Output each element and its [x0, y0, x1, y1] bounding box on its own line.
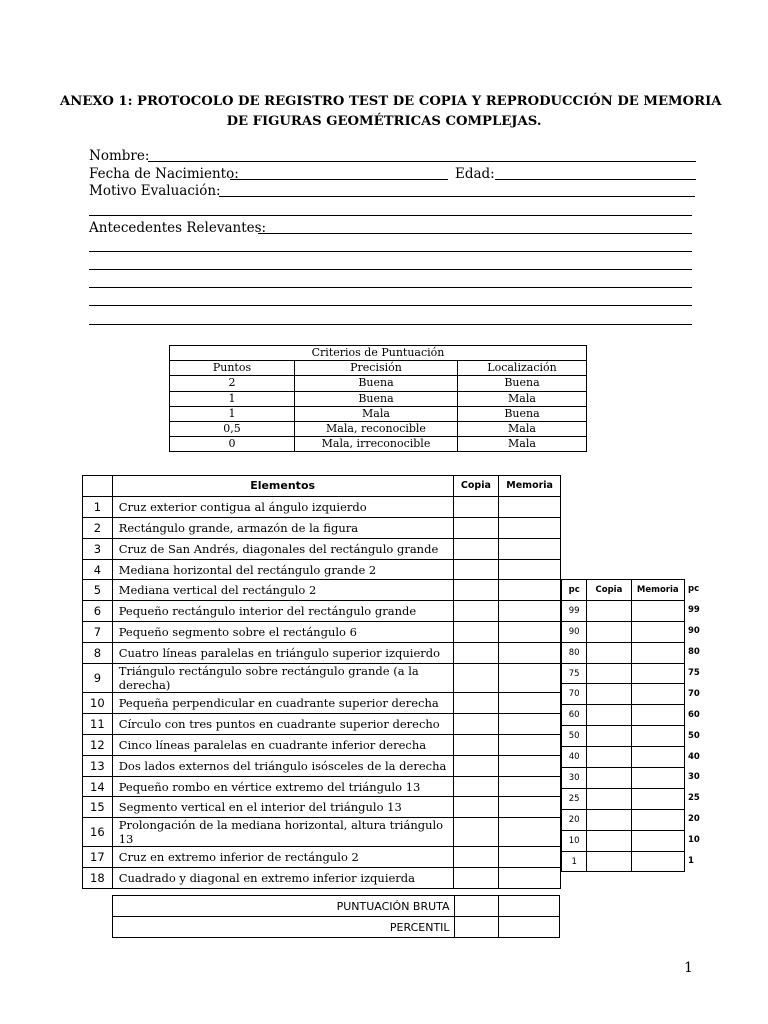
- memoria-score-cell[interactable]: [499, 517, 561, 538]
- percentil-memoria-cell[interactable]: [631, 830, 684, 851]
- elemento-number: 2: [83, 517, 113, 538]
- copia-score-cell[interactable]: [453, 713, 499, 734]
- criterios-cell: Mala: [295, 406, 458, 421]
- percentil-row: [562, 663, 685, 684]
- elemento-row: [83, 622, 561, 643]
- antecedentes-line-3[interactable]: [89, 269, 692, 270]
- elemento-number: 8: [83, 643, 113, 664]
- criterios-header-row: [170, 361, 587, 376]
- memoria-score-cell[interactable]: [499, 559, 561, 580]
- percentil-row: [562, 747, 685, 768]
- elemento-number: 4: [83, 559, 113, 580]
- elemento-number: 18: [83, 868, 113, 889]
- criterios-cell: Mala: [458, 437, 587, 452]
- criterios-cell: Buena: [295, 391, 458, 406]
- antecedentes-line-2[interactable]: [89, 251, 692, 252]
- elemento-description: Dos lados externos del triángulo isósceles de la derecha: [112, 755, 453, 776]
- page-number: 1: [684, 960, 693, 976]
- percentil-row: [562, 788, 685, 809]
- copia-score-cell[interactable]: [453, 818, 499, 847]
- elemento-row: [83, 643, 561, 664]
- elementos-header-copia: Copia: [453, 476, 499, 497]
- copia-score-cell[interactable]: [453, 580, 499, 601]
- elemento-number: 11: [83, 713, 113, 734]
- elementos-table: [82, 475, 561, 889]
- percentil-memoria-cell[interactable]: [631, 747, 684, 768]
- percentil-value: 80: [562, 642, 587, 663]
- memoria-score-cell[interactable]: [499, 580, 561, 601]
- copia-score-cell[interactable]: [453, 643, 499, 664]
- criterios-header-precision: Precisión: [295, 361, 458, 376]
- criterios-cell: Mala, reconocible: [295, 421, 458, 436]
- percentil-value: 1: [562, 851, 587, 872]
- percentil-header-row: [562, 580, 685, 601]
- criterios-cell: Buena: [458, 406, 587, 421]
- memoria-score-cell[interactable]: [499, 538, 561, 559]
- percentil-value: 40: [562, 747, 587, 768]
- elemento-description: Rectángulo grande, armazón de la figura: [112, 517, 453, 538]
- elementos-header-label: Elementos: [112, 476, 453, 497]
- percentil-memoria-cell[interactable]: [631, 809, 684, 830]
- copia-score-cell[interactable]: [453, 755, 499, 776]
- memoria-score-cell[interactable]: [499, 496, 561, 517]
- memoria-score-cell[interactable]: [499, 797, 561, 818]
- percentil-row: [562, 830, 685, 851]
- percentil-value: 30: [562, 768, 587, 789]
- criterios-table: [169, 345, 587, 452]
- percentil-copia-cell[interactable]: [587, 851, 631, 872]
- title-line-1: ANEXO 1: PROTOCOLO DE REGISTRO TEST DE COPIA Y REPRODUCCIÓN DE MEMORIA: [60, 94, 722, 109]
- puntuacion-bruta-row: [113, 896, 560, 917]
- percentil-memoria-cell[interactable]: [631, 726, 684, 747]
- criterios-cell: 0,5: [170, 421, 295, 436]
- antecedentes-field[interactable]: [258, 233, 692, 234]
- percentil-value: 75: [562, 663, 587, 684]
- criterios-title: Criterios de Puntuación: [170, 346, 587, 361]
- elemento-row: [83, 517, 561, 538]
- elementos-header-num: [83, 476, 113, 497]
- percentil-value: 60: [562, 705, 587, 726]
- memoria-score-cell[interactable]: [499, 868, 561, 889]
- percentil-row: [562, 621, 685, 642]
- elementos-header-row: [83, 476, 561, 497]
- percentil-copia-cell[interactable]: [587, 809, 631, 830]
- copia-score-cell[interactable]: [453, 776, 499, 797]
- memoria-score-cell[interactable]: [499, 622, 561, 643]
- totals-table: [112, 895, 560, 938]
- memoria-score-cell[interactable]: [499, 776, 561, 797]
- percentil-copia-cell[interactable]: [587, 642, 631, 663]
- criterios-row: [170, 406, 587, 421]
- percentil-row: [562, 684, 685, 705]
- criterios-row: [170, 391, 587, 406]
- criterios-cell: 0: [170, 437, 295, 452]
- criterios-cell: Buena: [295, 376, 458, 391]
- nombre-label: Nombre:: [89, 148, 150, 164]
- percentil-right-value: 40: [688, 751, 700, 762]
- elemento-number: 13: [83, 755, 113, 776]
- percentil-copia-cell[interactable]: [587, 768, 631, 789]
- copia-score-cell[interactable]: [453, 622, 499, 643]
- percentil-total-copia-cell[interactable]: [454, 917, 499, 938]
- elemento-description: Pequeña perpendicular en cuadrante superior derecha: [112, 693, 453, 714]
- criterios-title-row: [170, 346, 587, 361]
- elemento-description: Pequeño rectángulo interior del rectángulo grande: [112, 601, 453, 622]
- criterios-cell: 2: [170, 376, 295, 391]
- elemento-description: Cuadrado y diagonal en extremo inferior izquierda: [112, 868, 453, 889]
- percentil-value: 10: [562, 830, 587, 851]
- elemento-row: [83, 538, 561, 559]
- elemento-row: [83, 818, 561, 847]
- copia-score-cell[interactable]: [453, 693, 499, 714]
- copia-score-cell[interactable]: [453, 559, 499, 580]
- percentil-total-label: PERCENTIL: [113, 917, 455, 938]
- percentil-copia-cell[interactable]: [587, 788, 631, 809]
- percentil-value: 25: [562, 788, 587, 809]
- percentil-row: [562, 726, 685, 747]
- motivo-field-line-2[interactable]: [89, 215, 692, 216]
- elemento-row: [83, 559, 561, 580]
- elemento-number: 9: [83, 664, 113, 693]
- percentil-copia-cell[interactable]: [587, 600, 631, 621]
- criterios-header-puntos: Puntos: [170, 361, 295, 376]
- percentil-row: [562, 642, 685, 663]
- percentil-right-value: 90: [688, 625, 700, 636]
- elemento-description: Prolongación de la mediana horizontal, altura triángulo 13: [112, 818, 453, 847]
- percentil-header-memoria: Memoria: [631, 580, 684, 601]
- antecedentes-line-6[interactable]: [89, 324, 692, 325]
- elemento-number: 14: [83, 776, 113, 797]
- elementos-header-memoria: Memoria: [499, 476, 561, 497]
- percentil-row: [562, 768, 685, 789]
- percentil-right-column: [688, 579, 700, 872]
- elemento-row: [83, 496, 561, 517]
- percentil-memoria-cell[interactable]: [631, 851, 684, 872]
- elemento-row: [83, 580, 561, 601]
- criterios-cell: 1: [170, 391, 295, 406]
- percentil-value: 70: [562, 684, 587, 705]
- edad-field[interactable]: [495, 179, 696, 180]
- percentil-right-value: 99: [688, 604, 700, 615]
- criterios-row: [170, 421, 587, 436]
- elemento-row: [83, 868, 561, 889]
- criterios-row: [170, 437, 587, 452]
- elemento-row: [83, 601, 561, 622]
- copia-score-cell[interactable]: [453, 496, 499, 517]
- percentil-value: 90: [562, 621, 587, 642]
- percentil-right-value: 70: [688, 688, 700, 699]
- elemento-number: 16: [83, 818, 113, 847]
- criterios-cell: Buena: [458, 376, 587, 391]
- elemento-row: [83, 713, 561, 734]
- copia-score-cell[interactable]: [453, 538, 499, 559]
- percentil-right-value: 20: [688, 814, 700, 825]
- motivo-field[interactable]: [219, 196, 695, 197]
- percentil-total-memoria-cell[interactable]: [499, 917, 560, 938]
- elemento-row: [83, 797, 561, 818]
- elemento-description: Cruz exterior contigua al ángulo izquierdo: [112, 496, 453, 517]
- criterios-cell: Mala: [458, 391, 587, 406]
- percentil-memoria-cell[interactable]: [631, 768, 684, 789]
- puntuacion-bruta-memoria-cell[interactable]: [499, 896, 560, 917]
- elemento-description: Cinco líneas paralelas en cuadrante inferior derecha: [112, 734, 453, 755]
- copia-score-cell[interactable]: [453, 517, 499, 538]
- elemento-row: [83, 776, 561, 797]
- memoria-score-cell[interactable]: [499, 847, 561, 868]
- criterios-header-localizacion: Localización: [458, 361, 587, 376]
- elemento-number: 3: [83, 538, 113, 559]
- percentil-copia-cell[interactable]: [587, 705, 631, 726]
- elemento-description: Cruz de San Andrés, diagonales del rectángulo grande: [112, 538, 453, 559]
- percentil-memoria-cell[interactable]: [631, 663, 684, 684]
- percentil-copia-cell[interactable]: [587, 830, 631, 851]
- criterios-row: [170, 376, 587, 391]
- copia-score-cell[interactable]: [453, 601, 499, 622]
- memoria-score-cell[interactable]: [499, 713, 561, 734]
- elemento-row: [83, 664, 561, 693]
- percentil-right-header: pc: [688, 584, 700, 594]
- memoria-score-cell[interactable]: [499, 693, 561, 714]
- percentil-table: [561, 579, 685, 872]
- percentil-header-pc: pc: [562, 580, 587, 601]
- elemento-number: 1: [83, 496, 113, 517]
- fecha-field[interactable]: [230, 179, 448, 180]
- copia-score-cell[interactable]: [453, 868, 499, 889]
- percentil-memoria-cell[interactable]: [631, 621, 684, 642]
- copia-score-cell[interactable]: [453, 734, 499, 755]
- percentil-header-copia: Copia: [587, 580, 631, 601]
- percentil-right-value: 1: [688, 856, 694, 867]
- memoria-score-cell[interactable]: [499, 601, 561, 622]
- elemento-number: 12: [83, 734, 113, 755]
- document-title: [60, 92, 722, 132]
- elemento-row: [83, 755, 561, 776]
- elemento-number: 17: [83, 847, 113, 868]
- percentil-row: [562, 705, 685, 726]
- percentil-value: 99: [562, 600, 587, 621]
- antecedentes-line-5[interactable]: [89, 305, 692, 306]
- percentil-memoria-cell[interactable]: [631, 600, 684, 621]
- memoria-score-cell[interactable]: [499, 643, 561, 664]
- elemento-description: Cuatro líneas paralelas en triángulo superior izquierdo: [112, 643, 453, 664]
- elemento-number: 6: [83, 601, 113, 622]
- elemento-row: [83, 734, 561, 755]
- memoria-score-cell[interactable]: [499, 734, 561, 755]
- criterios-cell: 1: [170, 406, 295, 421]
- antecedentes-line-4[interactable]: [89, 287, 692, 288]
- percentil-row: [562, 600, 685, 621]
- percentil-right-value: 10: [688, 835, 700, 846]
- percentil-copia-cell[interactable]: [587, 621, 631, 642]
- percentil-memoria-cell[interactable]: [631, 684, 684, 705]
- motivo-label: Motivo Evaluación:: [89, 183, 221, 199]
- copia-score-cell[interactable]: [453, 797, 499, 818]
- nombre-field[interactable]: [148, 161, 696, 162]
- edad-label: Edad:: [455, 166, 495, 182]
- percentil-right-value: 30: [688, 772, 700, 783]
- elemento-description: Pequeño rombo en vértice extremo del triángulo 13: [112, 776, 453, 797]
- elemento-number: 5: [83, 580, 113, 601]
- elemento-description: Triángulo rectángulo sobre rectángulo grande (a la derecha): [112, 664, 453, 693]
- elemento-description: Mediana horizontal del rectángulo grande 2: [112, 559, 453, 580]
- memoria-score-cell[interactable]: [499, 818, 561, 847]
- percentil-copia-cell[interactable]: [587, 663, 631, 684]
- fecha-label: Fecha de Nacimiento:: [89, 166, 239, 182]
- percentil-value: 20: [562, 809, 587, 830]
- elemento-description: Pequeño segmento sobre el rectángulo 6: [112, 622, 453, 643]
- percentil-copia-cell[interactable]: [587, 684, 631, 705]
- percentil-row: [562, 851, 685, 872]
- percentil-right-value: 50: [688, 730, 700, 741]
- percentil-copia-cell[interactable]: [587, 726, 631, 747]
- elemento-number: 15: [83, 797, 113, 818]
- percentil-memoria-cell[interactable]: [631, 642, 684, 663]
- elemento-description: Cruz en extremo inferior de rectángulo 2: [112, 847, 453, 868]
- puntuacion-bruta-copia-cell[interactable]: [454, 896, 499, 917]
- memoria-score-cell[interactable]: [499, 755, 561, 776]
- percentil-memoria-cell[interactable]: [631, 788, 684, 809]
- copia-score-cell[interactable]: [453, 847, 499, 868]
- copia-score-cell[interactable]: [453, 664, 499, 693]
- percentil-row: [562, 809, 685, 830]
- elemento-row: [83, 847, 561, 868]
- title-line-2: DE FIGURAS GEOMÉTRICAS COMPLEJAS.: [226, 114, 542, 129]
- percentil-total-row: [113, 917, 560, 938]
- percentil-right-value: 60: [688, 709, 700, 720]
- criterios-cell: Mala, irreconocible: [295, 437, 458, 452]
- elemento-number: 7: [83, 622, 113, 643]
- antecedentes-label: Antecedentes Relevantes:: [89, 220, 267, 236]
- percentil-memoria-cell[interactable]: [631, 705, 684, 726]
- percentil-value: 50: [562, 726, 587, 747]
- percentil-right-value: 25: [688, 793, 700, 804]
- elemento-number: 10: [83, 693, 113, 714]
- elemento-description: Segmento vertical en el interior del triángulo 13: [112, 797, 453, 818]
- percentil-copia-cell[interactable]: [587, 747, 631, 768]
- memoria-score-cell[interactable]: [499, 664, 561, 693]
- elemento-row: [83, 693, 561, 714]
- percentil-right-value: 80: [688, 646, 700, 657]
- criterios-cell: Mala: [458, 421, 587, 436]
- percentil-right-value: 75: [688, 667, 700, 678]
- elemento-description: Mediana vertical del rectángulo 2: [112, 580, 453, 601]
- puntuacion-bruta-label: PUNTUACIÓN BRUTA: [113, 896, 455, 917]
- elemento-description: Círculo con tres puntos en cuadrante superior derecho: [112, 713, 453, 734]
